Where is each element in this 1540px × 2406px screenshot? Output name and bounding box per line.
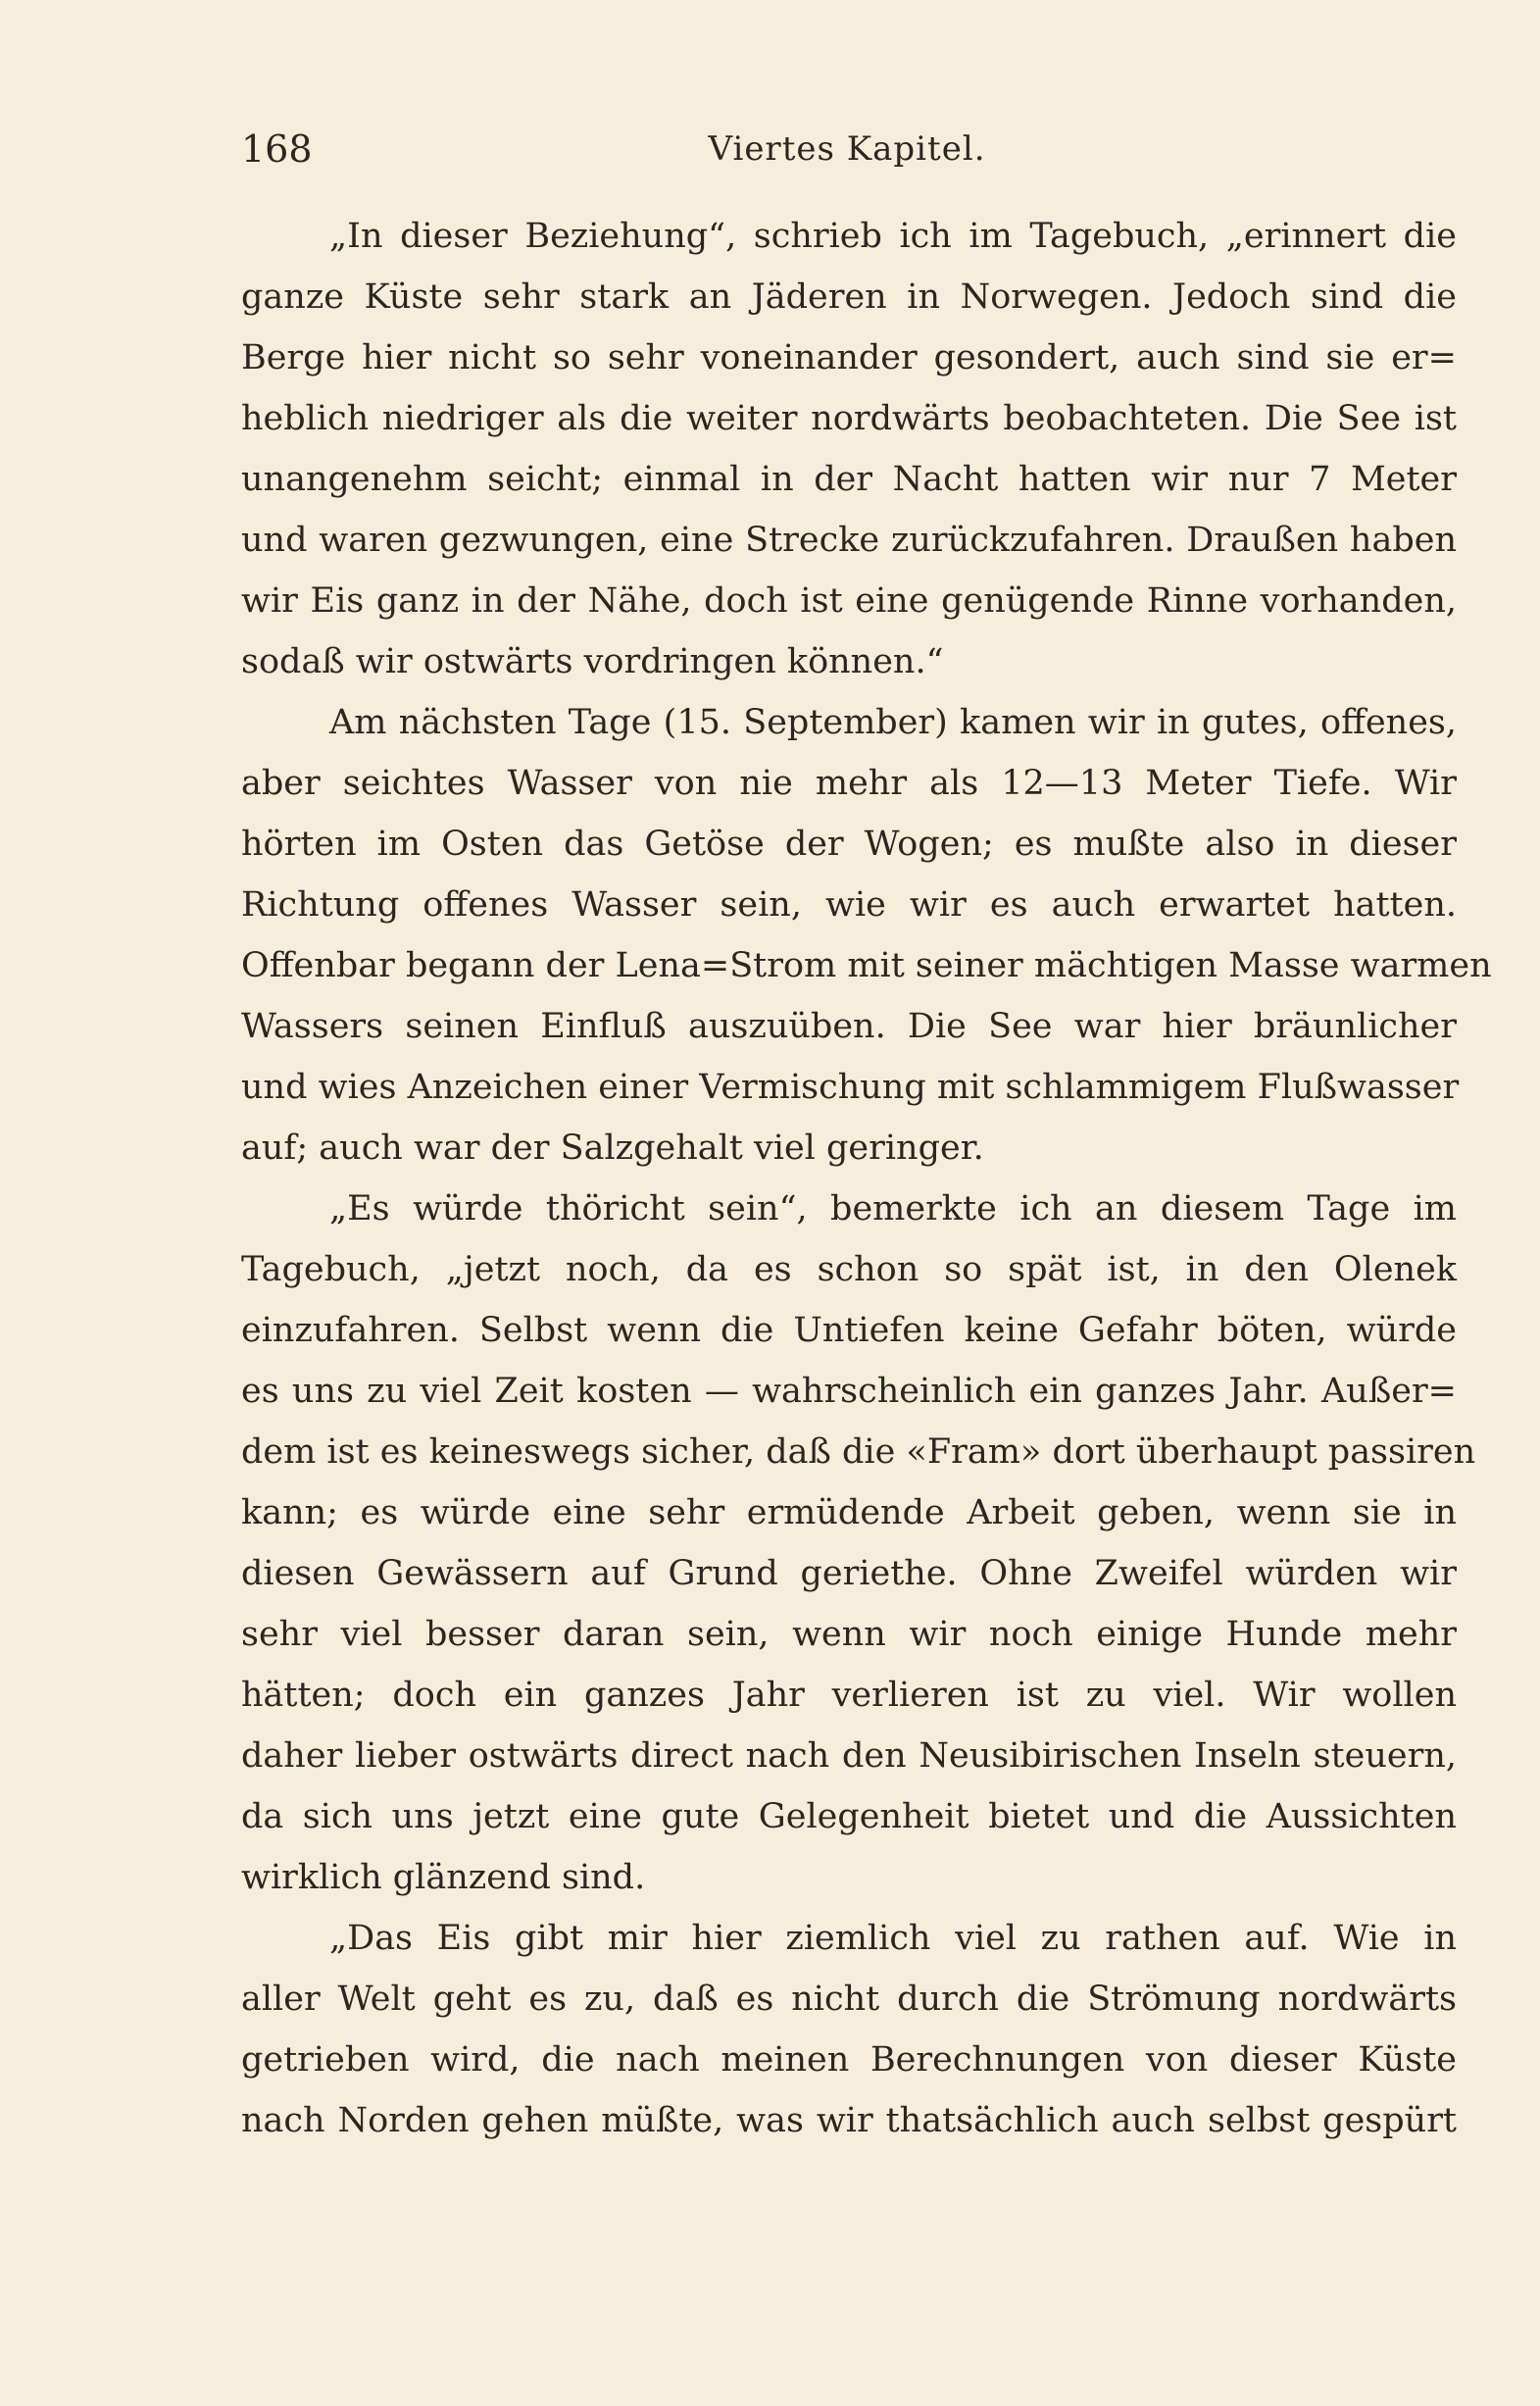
- text-line: sodaß wir ostwärts vordringen können.“: [241, 642, 944, 681]
- text-line: unangenehm seicht; einmal in der Nacht hatten wir nur 7 Meter: [241, 460, 1457, 499]
- text-line: daher lieber ostwärts direct nach den Neusibirischen Inseln steuern,: [241, 1736, 1457, 1776]
- text-line: da sich uns jetzt eine gute Gelegenheit bietet und die Aussichten: [241, 1797, 1457, 1836]
- text-line: aber seichtes Wasser von nie mehr als 12—13 Meter Tiefe. Wir: [241, 764, 1457, 803]
- text-line: Berge hier nicht so sehr voneinander gesondert, auch sind sie er=: [241, 338, 1457, 377]
- text-line: wir Eis ganz in der Nähe, doch ist eine genügende Rinne vorhanden,: [241, 581, 1457, 621]
- page-header: [241, 120, 1453, 178]
- text-line: diesen Gewässern auf Grund geriethe. Ohne Zweifel würden wir: [241, 1554, 1457, 1593]
- text-line: Tagebuch, „jetzt noch, da es schon so spät ist, in den Olenek: [241, 1250, 1457, 1289]
- text-line: Am nächsten Tage (15. September) kamen wir in gutes, offenes,: [329, 703, 1457, 742]
- text-line: auf; auch war der Salzgehalt viel geringer.: [241, 1128, 984, 1168]
- text-line: Richtung offenes Wasser sein, wie wir es auch erwartet hatten.: [241, 885, 1457, 925]
- text-line: es uns zu viel Zeit kosten — wahrscheinlich ein ganzes Jahr. Außer=: [241, 1372, 1457, 1411]
- text-line: Offenbar begann der Lena=Strom mit seiner mächtigen Masse warmen: [241, 946, 1492, 985]
- text-line: und waren gezwungen, eine Strecke zurückzufahren. Draußen haben: [241, 521, 1457, 560]
- text-line: dem ist es keineswegs sicher, daß die «Fram» dort überhaupt passiren: [241, 1432, 1476, 1472]
- text-line: hörten im Osten das Getöse der Wogen; es mußte also in dieser: [241, 825, 1457, 864]
- running-head: Viertes Kapitel.: [708, 129, 986, 169]
- text-line: heblich niedriger als die weiter nordwärts beobachteten. Die See ist: [241, 399, 1457, 438]
- text-line: getrieben wird, die nach meinen Berechnungen von dieser Küste: [241, 2040, 1457, 2080]
- text-line: „Es würde thöricht sein“, bemerkte ich an diesem Tage im: [329, 1189, 1457, 1228]
- page-number: 168: [241, 127, 313, 171]
- body-text: [241, 206, 1492, 2151]
- text-line: hätten; doch ein ganzes Jahr verlieren ist zu viel. Wir wollen: [241, 1676, 1457, 1715]
- text-line: aller Welt geht es zu, daß es nicht durch die Strömung nordwärts: [241, 1980, 1457, 2019]
- text-line: Wassers seinen Einfluß auszuüben. Die See war hier bräunlicher: [241, 1007, 1457, 1046]
- text-line: wirklich glänzend sind.: [241, 1858, 646, 1897]
- text-line: einzufahren. Selbst wenn die Untiefen keine Gefahr böten, würde: [241, 1311, 1457, 1350]
- text-line: kann; es würde eine sehr ermüdende Arbeit geben, wenn sie in: [241, 1493, 1457, 1532]
- text-line: ganze Küste sehr stark an Jäderen in Norwegen. Jedoch sind die: [241, 277, 1457, 317]
- text-line: „In dieser Beziehung“, schrieb ich im Tagebuch, „erinnert die: [329, 217, 1457, 256]
- text-line: und wies Anzeichen einer Vermischung mit schlammigem Flußwasser: [241, 1068, 1460, 1107]
- text-line: „Das Eis gibt mir hier ziemlich viel zu rathen auf. Wie in: [329, 1919, 1457, 1958]
- text-line: sehr viel besser daran sein, wenn wir noch einige Hunde mehr: [241, 1615, 1457, 1654]
- text-line: nach Norden gehen müßte, was wir thatsächlich auch selbst gespürt: [241, 2101, 1457, 2140]
